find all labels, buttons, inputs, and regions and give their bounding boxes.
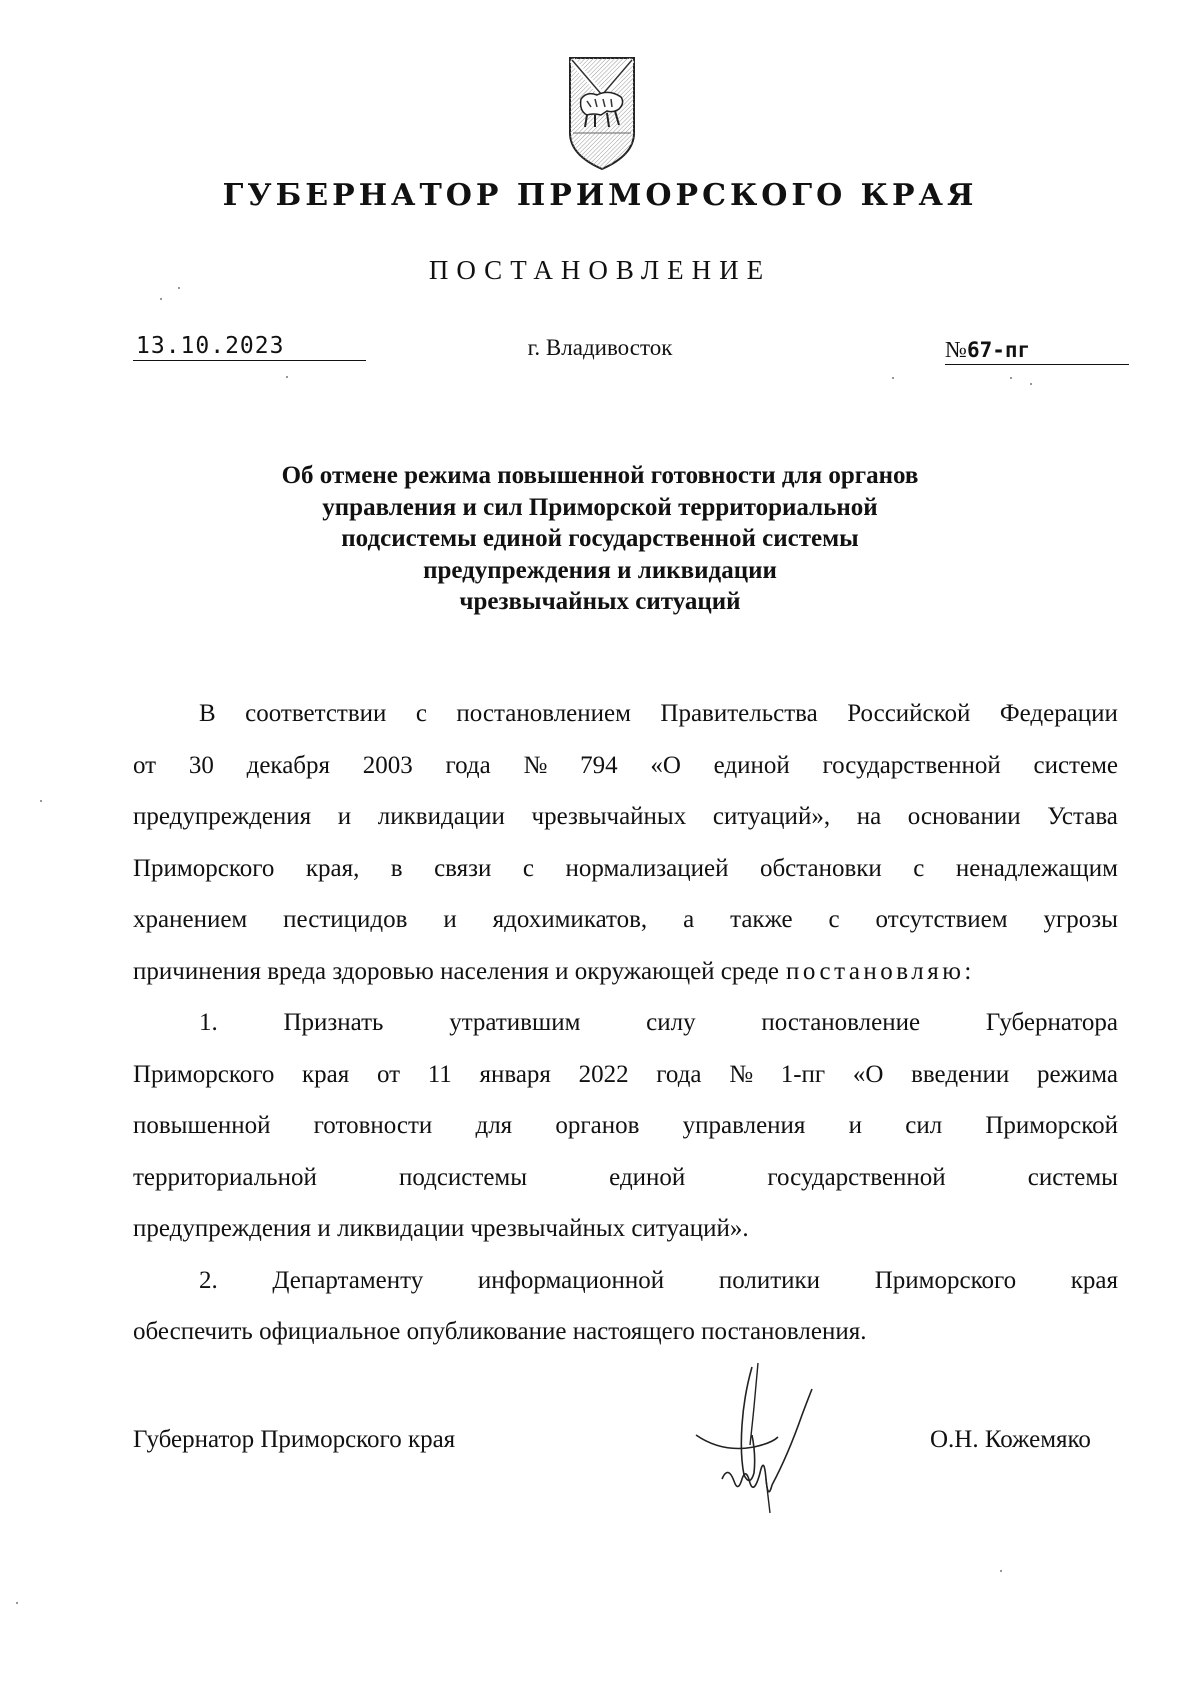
word: в [390,854,403,882]
scan-speck [1000,1570,1002,1572]
word: 11 [427,1060,452,1088]
word: Признать [283,1009,384,1036]
word: с [828,906,840,933]
word: системы [1027,1163,1118,1191]
word: готовности [313,1112,433,1139]
word: системе [1033,751,1118,779]
word: Устава [1047,803,1118,830]
word: единой [713,751,790,779]
word: с [522,854,534,882]
word: государственной [767,1163,946,1191]
text-line [133,1049,1118,1101]
text-line [133,740,1118,792]
item-2-last-text: обеспечить официальное опубликование настоящего постановления. [133,1318,867,1345]
scan-speck [1010,377,1012,379]
document-city: г. Владивосток [527,335,673,360]
word: Приморского [874,1266,1017,1294]
coat-of-arms-icon [567,55,637,173]
word: сил [905,1112,943,1139]
word: Федерации [999,700,1118,727]
number-value: 67-пг [966,338,1031,362]
word: отсутствием [875,906,1008,933]
document-number [945,336,1129,365]
word: информационной [477,1266,665,1294]
document-title [0,460,1200,618]
word: декабря [246,751,331,779]
word: связи [434,854,492,882]
word: и [337,803,352,830]
scan-speck [160,298,162,300]
title-line: подсистемы единой государственной системы [341,525,859,552]
item-1-paragraph [133,997,1118,1255]
word: управления [682,1112,806,1139]
preamble-last-text: причинения вреда здоровью населения и окружающей среде [133,957,779,985]
text-line [133,1152,1118,1204]
scan-speck [40,800,42,802]
text-line [133,894,1118,946]
text-line [133,997,1118,1049]
word: территориальной [133,1163,317,1191]
word: края, [305,854,360,882]
word: № [523,751,548,779]
number-prefix: № [945,337,967,362]
word: января [479,1060,551,1088]
word: введении [911,1060,1010,1088]
word: политики [718,1266,821,1294]
word: подсистемы [398,1163,528,1191]
word: от [133,751,157,779]
word: повышенной [133,1112,271,1139]
scan-speck [892,377,894,379]
word: на [856,803,882,830]
word: также [730,906,793,933]
word: режима [1036,1060,1118,1088]
title-line: Об отмене режима повышенной готовности для органов [281,462,919,489]
word: нормализацией [565,854,729,882]
text-line [133,1203,1118,1255]
document-date: 13.10.2023 [133,332,366,361]
document-type: ПОСТАНОВЛЕНИЕ [428,255,772,285]
word: органов [555,1112,640,1139]
word: 794 [580,751,618,779]
word: постановление [761,1009,921,1036]
word: угрозы [1043,906,1118,933]
word: Губернатора [985,1009,1118,1036]
word: Приморской [985,1112,1118,1139]
word: предупреждения [133,803,312,830]
title-line: управления и сил Приморской территориальной [322,493,878,521]
word: для [475,1112,513,1139]
word: 1-пг [780,1060,826,1088]
text-line [133,791,1118,843]
signatory-position: Губернатор Приморского края [133,1426,456,1453]
word: Департаменту [272,1266,424,1294]
title-line: предупреждения и ликвидации [423,556,777,584]
word: и [848,1112,863,1139]
word: хранением [133,906,248,933]
word: основании [907,803,1021,830]
word: Правительства [660,700,818,727]
signatory-name: О.Н. Кожемяко [930,1426,1091,1453]
scan-speck [178,287,180,289]
document-body [133,688,1118,1358]
word: ненадлежащим [955,854,1118,882]
word: края [1070,1266,1118,1294]
word: № [729,1060,754,1088]
preamble-paragraph [133,688,1118,997]
word: 2003 [362,751,413,779]
text-line [133,1255,1118,1307]
word: чрезвычайных [531,803,687,830]
text-line [133,946,1118,998]
issuing-authority: ГУБЕРНАТОР ПРИМОРСКОГО КРАЯ [222,178,978,213]
word: 2022 [578,1060,629,1088]
decree-word: постановляю: [785,957,975,985]
word: единой [609,1163,686,1191]
word: 1. [199,1009,218,1036]
scan-speck [286,376,288,378]
word: края [302,1060,350,1088]
word: постановлением [456,700,631,727]
text-line [133,688,1118,740]
word: с [415,700,427,727]
word: 30 [188,751,214,779]
word: утратившим [449,1009,581,1036]
word: ликвидации [377,803,505,830]
text-line [133,843,1118,895]
scan-speck [1030,383,1032,385]
word: от [376,1060,401,1088]
word: «О [852,1060,884,1088]
word: государственной [822,751,1001,779]
word: и [443,906,457,933]
item-2-paragraph [133,1255,1118,1358]
text-line [133,1100,1118,1152]
word: В [199,700,216,727]
word: с [913,854,925,882]
word: года [445,751,491,779]
text-line [133,1306,1118,1358]
word: силу [646,1009,696,1036]
item-1-last-text: предупреждения и ликвидации чрезвычайных ситуаций». [133,1215,749,1242]
word: 2. [199,1266,218,1294]
word: Приморского [133,854,275,882]
handwritten-signature [692,1355,842,1515]
word: ситуаций», [712,803,831,830]
title-line: чрезвычайных ситуаций [459,588,741,615]
word: соответствии [245,700,387,727]
word: Российской [847,700,971,727]
word: пестицидов [283,906,408,933]
word: «О [650,751,681,779]
word: года [656,1060,702,1088]
word: а [683,906,695,933]
word: ядохимикатов, [492,906,648,933]
scan-speck [16,1602,18,1604]
word: обстановки [759,854,882,882]
word: Приморского [133,1060,275,1088]
